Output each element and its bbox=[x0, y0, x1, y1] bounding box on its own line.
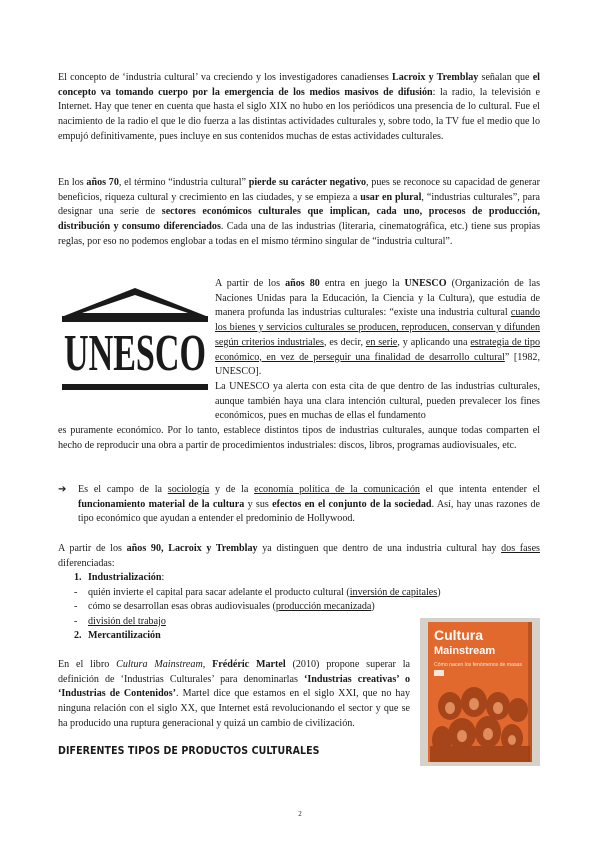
phase-sub-production: - cómo se desarrollan esas obras audiovisuales (producción mecanizada) bbox=[74, 601, 375, 613]
book-subtitle: Cómo nacen los fenómenos de masas bbox=[434, 662, 523, 668]
unesco-logo bbox=[60, 286, 210, 396]
book-title-line1: Cultura bbox=[434, 627, 483, 643]
phase-commercialization: 2. Mercantilización bbox=[74, 630, 161, 642]
phase-sub-capital: - quién invierte el capital para sacar adelante el producto cultural (inversión de capitales) bbox=[74, 586, 441, 598]
paragraph-80s-unesco: A partir de los años 80 entra en juego la UNESCO (Organización de las Naciones Unidas para la Educación, la Ciencia y la Cultura), que estudia de manera profunda las industrias culturales: “existe una industria cultural cuando los bienes y servicios culturales se producen, reproducen, conservan y difunden según criterios industriales, es decir, en serie, y aplicando una estrategia de tipo económico, en vez de perseguir una finalidad de desarrollo cultural” [1982, UNESCO]. bbox=[215, 278, 541, 378]
book-title-line2: Mainstream bbox=[434, 645, 496, 657]
paragraph-70s: En los años 70, el término “industria cultural” pierde su carácter negativo, pues se reconoce su capacidad de generar beneficios, riqueza cultural y crecimiento en las ciudades, y se empieza a usar en plural, “industrias culturales”, para designar una serie de sectores económicos culturales que implican, cada uno, procesos de producción, distribución y consumo diferenciados. Cada una de las industrias (literaria, cinematográfica, etc.) tiene sus propias reglas, por eso no podemos englobar a todas en el mismo término singular de “industria cultural”. bbox=[58, 177, 541, 247]
paragraph-martel: En el libro Cultura Mainstream, Frédéric Martel (2010) propone superar la definición de ‘Industrias Culturales’ para denominarlas ‘Industrias creativas’ o ‘Industrias de Contenidos’. Martel dice que estamos en el siglo XXI, que no hay ninguna relación con el siglo XX, que Internet está revolucionando el sector y que se ha producido una ruptura generacional y quizá un cambio de civilización. bbox=[58, 659, 411, 729]
paragraph-unesco-alert: La UNESCO ya alerta con esta cita de que dentro de las industrias culturales, aunque también haya una clara intención cultural, pueden prevalecer los fines económicos, pues en muchas de ellas el fundamento bbox=[215, 381, 540, 422]
book-cover-cultura-mainstream bbox=[420, 618, 540, 766]
phase-industrialization: 1. Industrialización: bbox=[74, 572, 165, 583]
paragraph-economic-basis: es puramente económico. Por lo tanto, establece distintos tipos de industrias culturales, aunque todas comparten el hecho de reproducir una obra a partir de procedimientos industriales: discos, libros, programas audiovisuales, etc. bbox=[58, 425, 540, 451]
phase-sub-division: - división del trabajo bbox=[74, 615, 166, 627]
page-number: 2 bbox=[298, 810, 302, 818]
section-heading: DIFERENTES TIPOS DE PRODUCTOS CULTURALES bbox=[58, 744, 320, 757]
paragraph-intro: El concepto de ‘industria cultural’ va creciendo y los investigadores canadienses Lacroix y Tremblay señalan que el concepto va tomando cuerpo por la emergencia de los medios masivos de difusión: la radio, la televisión e Internet. Hay que tener en cuenta que hasta el siglo XIX no hubo en los periódicos una presencia de lo cultural. Fue el nacimiento de la radio el que le dio fuerza a las distintas actividades culturales y, sobre todo, la TV fue el medio que lo empujó definitivamente, pues incluye en sus contenidos muchas de estas actividades culturales. bbox=[58, 72, 540, 142]
arrow-list-item: ➔ Es el campo de la sociología y de la economía política de la comunicación el que intenta entender el funcionamiento material de la cultura y sus efectos en el conjunto de la sociedad. Así, hay unas razones de tipo económico que ayudan a entender el predominio de Hollywood. bbox=[58, 484, 541, 525]
paragraph-90s: A partir de los años 90, Lacroix y Tremblay ya distinguen que dentro de una industria cultural hay dos fases diferenciadas: bbox=[58, 543, 540, 569]
unesco-logo-text: UNESCO bbox=[64, 325, 206, 382]
arrow-icon: ➔ bbox=[58, 484, 67, 495]
